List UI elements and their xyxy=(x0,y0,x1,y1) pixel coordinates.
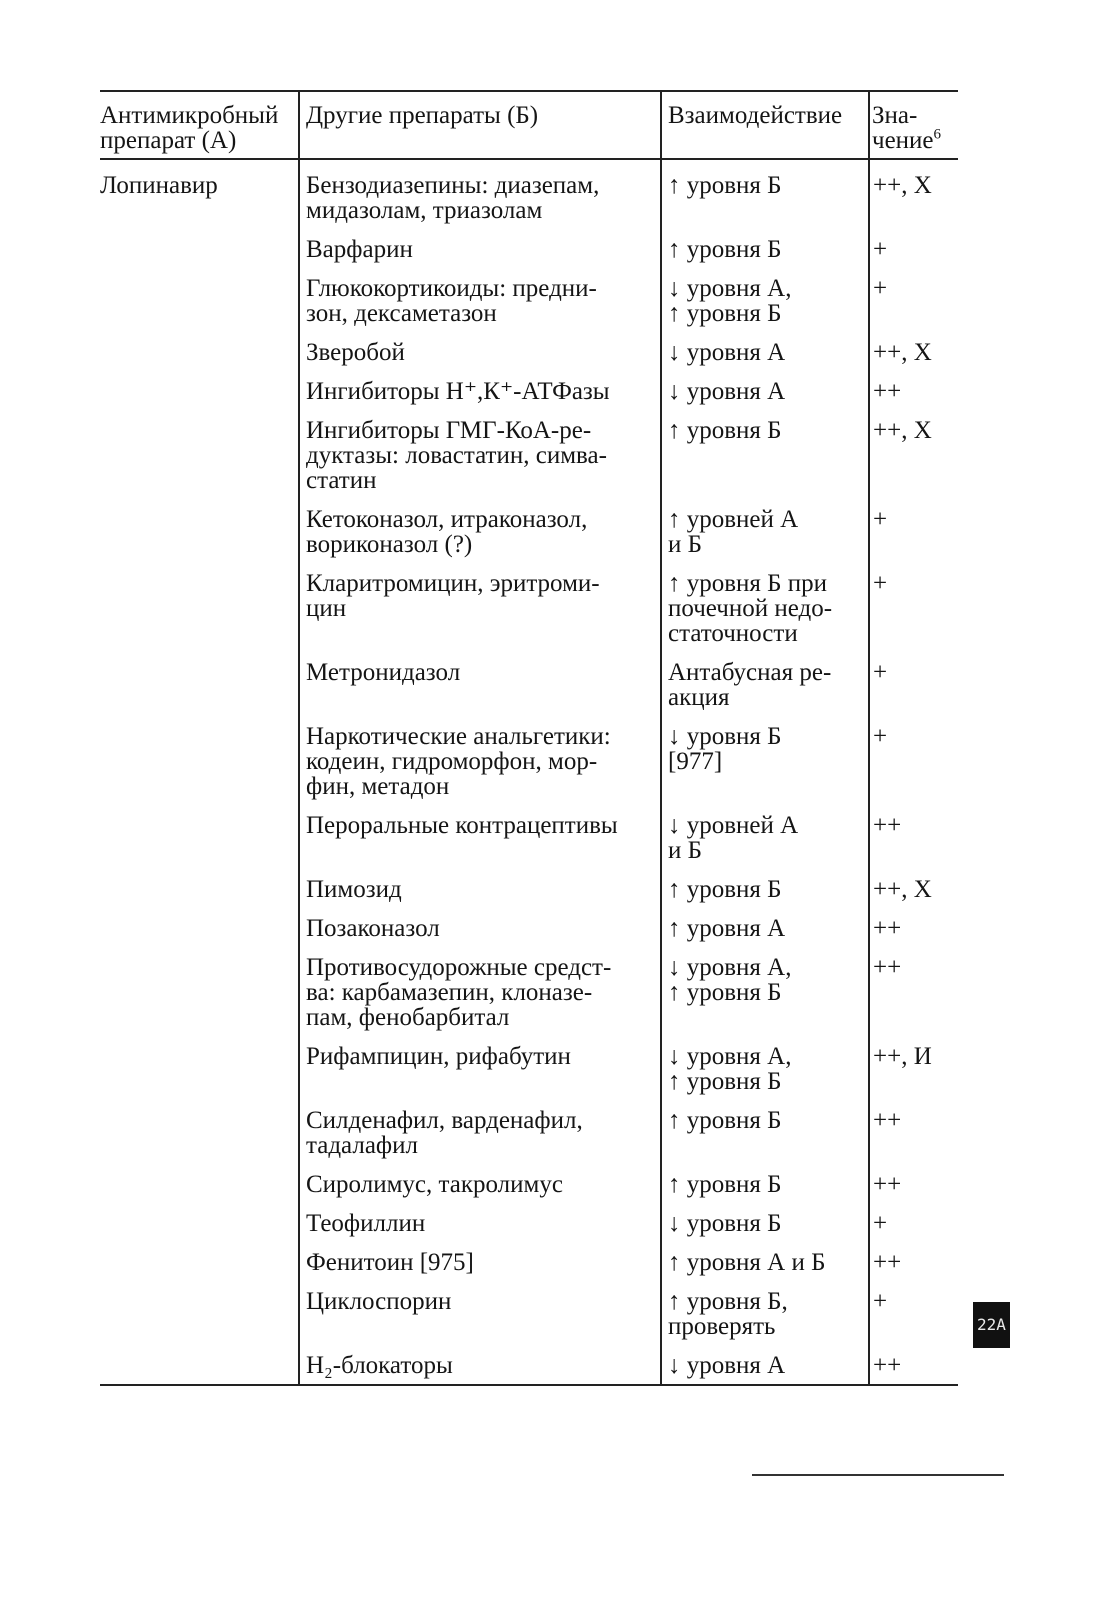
cell-significance-text: ++, Х xyxy=(873,876,932,903)
cell-significance xyxy=(869,1237,958,1276)
table-row xyxy=(100,942,958,1031)
cell-other-drug-text: Н₂-блокаторы xyxy=(306,1352,453,1379)
cell-other-drug xyxy=(299,159,661,224)
cell-interaction-text: ↓ уровня А xyxy=(668,339,786,366)
header-antimicrobial: Антимикробный препарат (А) xyxy=(100,91,299,159)
cell-interaction-text: Антабусная ре- акция xyxy=(668,659,832,711)
cell-significance-text: + xyxy=(873,506,888,533)
cell-significance xyxy=(869,159,958,224)
cell-significance xyxy=(869,366,958,405)
cell-interaction xyxy=(661,224,869,263)
cell-interaction-text: ↑ уровня Б xyxy=(668,172,782,199)
cell-other-drug-text: Ингибиторы Н⁺,К⁺-АТФазы xyxy=(306,378,610,405)
table-row xyxy=(100,263,958,327)
cell-antimicrobial xyxy=(100,647,299,711)
table-row xyxy=(100,1159,958,1198)
cell-significance xyxy=(869,647,958,711)
cell-other-drug-text: Фенитоин [975] xyxy=(306,1249,474,1276)
cell-other-drug xyxy=(299,1198,661,1237)
cell-other-drug xyxy=(299,327,661,366)
cell-other-drug xyxy=(299,1276,661,1340)
table-row xyxy=(100,800,958,864)
cell-other-drug xyxy=(299,864,661,903)
header-interaction: Взаимодействие xyxy=(661,91,869,159)
cell-other-drug xyxy=(299,263,661,327)
cell-significance-text: + xyxy=(873,723,888,750)
cell-significance xyxy=(869,800,958,864)
cell-other-drug-text: Ингибиторы ГМГ-КоА-ре- дуктазы: ловастатин, симва- статин xyxy=(306,417,607,494)
cell-other-drug-text: Кетоконазол, итраконазол, вориконазол (?) xyxy=(306,506,588,558)
cell-other-drug xyxy=(299,1095,661,1159)
cell-other-drug-text: Зверобой xyxy=(306,339,405,366)
cell-other-drug xyxy=(299,1237,661,1276)
cell-significance xyxy=(869,327,958,366)
cell-interaction-text: ↓ уровней А и Б xyxy=(668,812,799,864)
cell-antimicrobial xyxy=(100,1340,299,1385)
cell-significance xyxy=(869,1095,958,1159)
cell-antimicrobial xyxy=(100,263,299,327)
cell-significance xyxy=(869,1031,958,1095)
table-row xyxy=(100,159,958,224)
cell-antimicrobial xyxy=(100,711,299,800)
cell-other-drug-text: Метронидазол xyxy=(306,659,461,686)
cell-antimicrobial xyxy=(100,159,299,224)
cell-antimicrobial xyxy=(100,1031,299,1095)
cell-interaction xyxy=(661,647,869,711)
cell-interaction-text: ↑ уровня Б xyxy=(668,876,782,903)
cell-other-drug-text: Силденафил, варденафил, тадалафил xyxy=(306,1107,583,1159)
cell-antimicrobial xyxy=(100,1095,299,1159)
drug-a-name: Лопинавир xyxy=(100,172,218,199)
cell-interaction xyxy=(661,711,869,800)
cell-other-drug-text: Бензодиазепины: диазепам, мидазолам, триазолам xyxy=(306,172,600,224)
cell-significance xyxy=(869,558,958,647)
cell-other-drug-text: Варфарин xyxy=(306,236,413,263)
cell-antimicrobial xyxy=(100,1198,299,1237)
cell-interaction xyxy=(661,558,869,647)
cell-interaction xyxy=(661,1340,869,1385)
cell-significance-text: ++ xyxy=(873,1249,902,1276)
cell-other-drug xyxy=(299,711,661,800)
cell-interaction-text: ↑ уровня Б xyxy=(668,417,782,444)
cell-significance-text: + xyxy=(873,236,888,263)
cell-antimicrobial xyxy=(100,366,299,405)
cell-other-drug-text: Теофиллин xyxy=(306,1210,426,1237)
cell-other-drug xyxy=(299,800,661,864)
cell-antimicrobial xyxy=(100,327,299,366)
table-row xyxy=(100,903,958,942)
cell-interaction-text: ↓ уровня Б [977] xyxy=(668,723,782,775)
table-row xyxy=(100,864,958,903)
table-row xyxy=(100,1237,958,1276)
footnote-divider xyxy=(752,1474,1004,1476)
cell-other-drug xyxy=(299,647,661,711)
table-row xyxy=(100,647,958,711)
cell-interaction xyxy=(661,1095,869,1159)
cell-significance-text: + xyxy=(873,275,888,302)
cell-significance xyxy=(869,494,958,558)
cell-interaction-text: ↑ уровня Б, проверять xyxy=(668,1288,788,1340)
cell-other-drug xyxy=(299,1031,661,1095)
cell-interaction-text: ↑ уровня Б xyxy=(668,1107,782,1134)
cell-other-drug-text: Наркотические анальгетики: кодеин, гидроморфон, мор- фин, метадон xyxy=(306,723,611,800)
cell-antimicrobial xyxy=(100,864,299,903)
table-row xyxy=(100,1095,958,1159)
table-body xyxy=(100,159,958,1385)
cell-interaction xyxy=(661,1198,869,1237)
cell-interaction xyxy=(661,263,869,327)
cell-significance-text: + xyxy=(873,659,888,686)
cell-antimicrobial xyxy=(100,224,299,263)
cell-significance-text: ++ xyxy=(873,378,902,405)
cell-interaction-text: ↓ уровня А, ↑ уровня Б xyxy=(668,275,792,327)
table-row xyxy=(100,1340,958,1385)
cell-significance-text: ++ xyxy=(873,1171,902,1198)
table-row xyxy=(100,494,958,558)
cell-interaction xyxy=(661,1237,869,1276)
cell-interaction xyxy=(661,942,869,1031)
cell-significance xyxy=(869,263,958,327)
cell-other-drug-text: Сиролимус, такролимус xyxy=(306,1171,563,1198)
table-row xyxy=(100,1198,958,1237)
cell-significance xyxy=(869,864,958,903)
cell-significance xyxy=(869,903,958,942)
drug-interaction-table xyxy=(100,90,958,1386)
table-row xyxy=(100,224,958,263)
cell-significance xyxy=(869,1159,958,1198)
cell-significance-text: ++, И xyxy=(873,1043,932,1070)
cell-interaction-text: ↑ уровня Б xyxy=(668,1171,782,1198)
cell-significance-text: ++ xyxy=(873,1352,902,1379)
cell-other-drug xyxy=(299,1340,661,1385)
cell-antimicrobial xyxy=(100,405,299,494)
table-header-row xyxy=(100,91,958,159)
cell-interaction xyxy=(661,800,869,864)
cell-interaction-text: ↑ уровня Б при почечной недо- статочности xyxy=(668,570,833,647)
cell-antimicrobial xyxy=(100,800,299,864)
footnote-marker: 6 xyxy=(933,126,942,143)
cell-other-drug xyxy=(299,942,661,1031)
cell-significance xyxy=(869,1198,958,1237)
cell-other-drug xyxy=(299,903,661,942)
cell-significance xyxy=(869,1276,958,1340)
cell-significance xyxy=(869,942,958,1031)
table-row xyxy=(100,711,958,800)
cell-antimicrobial xyxy=(100,1159,299,1198)
table-row xyxy=(100,1031,958,1095)
cell-significance-text: ++ xyxy=(873,915,902,942)
table-row xyxy=(100,558,958,647)
header-significance: Зна- чение$^6$ xyxy=(869,91,958,159)
table-row xyxy=(100,327,958,366)
table-row xyxy=(100,405,958,494)
cell-other-drug xyxy=(299,494,661,558)
cell-other-drug-text: Позаконазол xyxy=(306,915,440,942)
cell-interaction xyxy=(661,159,869,224)
cell-other-drug xyxy=(299,366,661,405)
cell-other-drug-text: Кларитромицин, эритроми- цин xyxy=(306,570,600,622)
cell-interaction xyxy=(661,1031,869,1095)
cell-other-drug-text: Глюкокортикоиды: предни- зон, дексаметазон xyxy=(306,275,597,327)
cell-interaction-text: ↑ уровня А xyxy=(668,915,786,942)
cell-interaction-text: ↓ уровня А xyxy=(668,378,786,405)
cell-significance xyxy=(869,405,958,494)
cell-interaction xyxy=(661,405,869,494)
cell-interaction xyxy=(661,327,869,366)
cell-other-drug-text: Рифампицин, рифабутин xyxy=(306,1043,571,1070)
cell-antimicrobial xyxy=(100,494,299,558)
cell-significance-text: + xyxy=(873,1210,888,1237)
cell-interaction-text: ↑ уровня А и Б xyxy=(668,1249,826,1276)
cell-interaction-text: ↑ уровня Б xyxy=(668,236,782,263)
cell-significance-text: ++ xyxy=(873,1107,902,1134)
cell-antimicrobial xyxy=(100,558,299,647)
table-row xyxy=(100,1276,958,1340)
cell-interaction-text: ↓ уровня А, ↑ уровня Б xyxy=(668,1043,792,1095)
cell-significance-text: ++ xyxy=(873,812,902,839)
cell-significance xyxy=(869,224,958,263)
cell-interaction xyxy=(661,903,869,942)
cell-other-drug xyxy=(299,405,661,494)
cell-other-drug-text: Противосудорожные средст- ва: карбамазепин, клоназе- пам, фенобарбитал xyxy=(306,954,612,1031)
cell-other-drug xyxy=(299,1159,661,1198)
cell-interaction xyxy=(661,1276,869,1340)
cell-other-drug xyxy=(299,558,661,647)
cell-significance-text: + xyxy=(873,570,888,597)
cell-antimicrobial xyxy=(100,903,299,942)
cell-significance-text: ++, Х xyxy=(873,172,932,199)
cell-interaction-text: ↑ уровней А и Б xyxy=(668,506,799,558)
cell-interaction xyxy=(661,1159,869,1198)
cell-other-drug xyxy=(299,224,661,263)
cell-significance xyxy=(869,1340,958,1385)
cell-antimicrobial xyxy=(100,1276,299,1340)
cell-significance-text: + xyxy=(873,1288,888,1315)
table-row xyxy=(100,366,958,405)
cell-interaction xyxy=(661,864,869,903)
cell-significance-text: ++, Х xyxy=(873,417,932,444)
cell-significance-text: ++ xyxy=(873,954,902,981)
cell-other-drug-text: Пероральные контрацептивы xyxy=(306,812,618,839)
cell-interaction xyxy=(661,494,869,558)
cell-other-drug-text: Циклоспорин xyxy=(306,1288,452,1315)
cell-interaction-text: ↓ уровня А, ↑ уровня Б xyxy=(668,954,792,1006)
cell-interaction xyxy=(661,366,869,405)
header-other-drugs: Другие препараты (Б) xyxy=(299,91,661,159)
cell-interaction-text: ↓ уровня Б xyxy=(668,1210,782,1237)
cell-interaction-text: ↓ уровня А xyxy=(668,1352,786,1379)
cell-significance xyxy=(869,711,958,800)
cell-antimicrobial xyxy=(100,942,299,1031)
cell-significance-text: ++, Х xyxy=(873,339,932,366)
page-tab-label: 22A xyxy=(973,1302,1010,1348)
cell-antimicrobial xyxy=(100,1237,299,1276)
cell-other-drug-text: Пимозид xyxy=(306,876,402,903)
